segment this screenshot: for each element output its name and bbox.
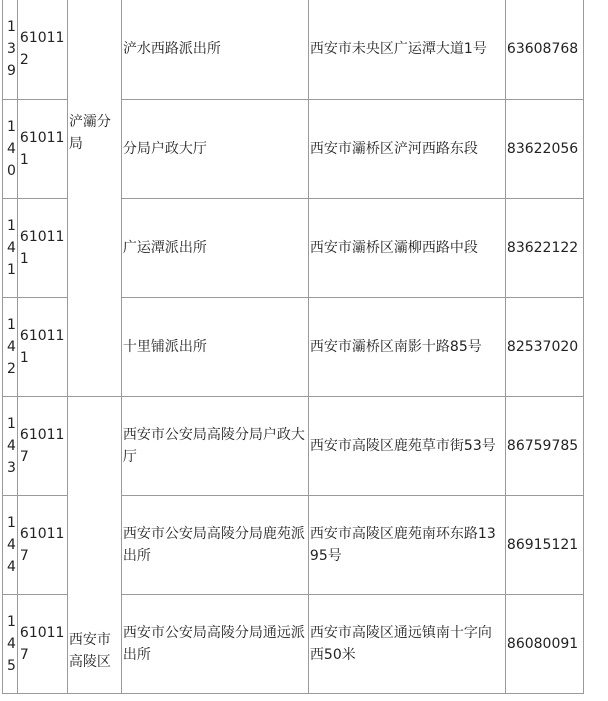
region-code: 610111 (17, 100, 67, 199)
phone: 86759785 (505, 397, 583, 496)
unit-name: 十里铺派出所 (121, 298, 308, 397)
group-label: 西安市高陵区 (68, 632, 111, 670)
group-label: 浐灞分局 (68, 114, 111, 152)
row-index: 144 (3, 496, 18, 595)
region-code: 610111 (17, 298, 67, 397)
police-station-table (2, 0, 584, 694)
row-index: 141 (3, 199, 18, 298)
row-index: 142 (3, 298, 18, 397)
address: 西安市灞桥区灞柳西路中段 (308, 199, 505, 298)
unit-name: 西安市公安局高陵分局户政大厅 (121, 397, 308, 496)
table-row (3, 397, 584, 496)
address: 西安市未央区广运潭大道1号 (308, 0, 505, 100)
unit-name: 分局户政大厅 (121, 100, 308, 199)
phone: 83622122 (505, 199, 583, 298)
row-index: 140 (3, 100, 18, 199)
unit-name: 浐水西路派出所 (121, 0, 308, 100)
group-cell-gaoling (67, 397, 121, 694)
row-index: 143 (3, 397, 18, 496)
phone: 86915121 (505, 496, 583, 595)
address: 西安市高陵区鹿苑草市街53号 (308, 397, 505, 496)
address: 西安市高陵区鹿苑南环东路1395号 (308, 496, 505, 595)
address: 西安市高陵区通远镇南十字向西50米 (308, 595, 505, 694)
unit-name: 西安市公安局高陵分局鹿苑派出所 (121, 496, 308, 595)
table-row (3, 0, 584, 100)
phone: 86080091 (505, 595, 583, 694)
region-code: 610112 (17, 0, 67, 100)
region-code: 610111 (17, 199, 67, 298)
region-code: 610117 (17, 496, 67, 595)
row-index: 145 (3, 595, 18, 694)
phone: 83622056 (505, 100, 583, 199)
row-index: 139 (3, 0, 18, 100)
phone: 63608768 (505, 0, 583, 100)
unit-name: 西安市公安局高陵分局通远派出所 (121, 595, 308, 694)
region-code: 610117 (17, 397, 67, 496)
address: 西安市灞桥区南影十路85号 (308, 298, 505, 397)
phone: 82537020 (505, 298, 583, 397)
region-code: 610117 (17, 595, 67, 694)
group-cell-chanba (67, 0, 121, 397)
address: 西安市灞桥区浐河西路东段 (308, 100, 505, 199)
unit-name: 广运潭派出所 (121, 199, 308, 298)
